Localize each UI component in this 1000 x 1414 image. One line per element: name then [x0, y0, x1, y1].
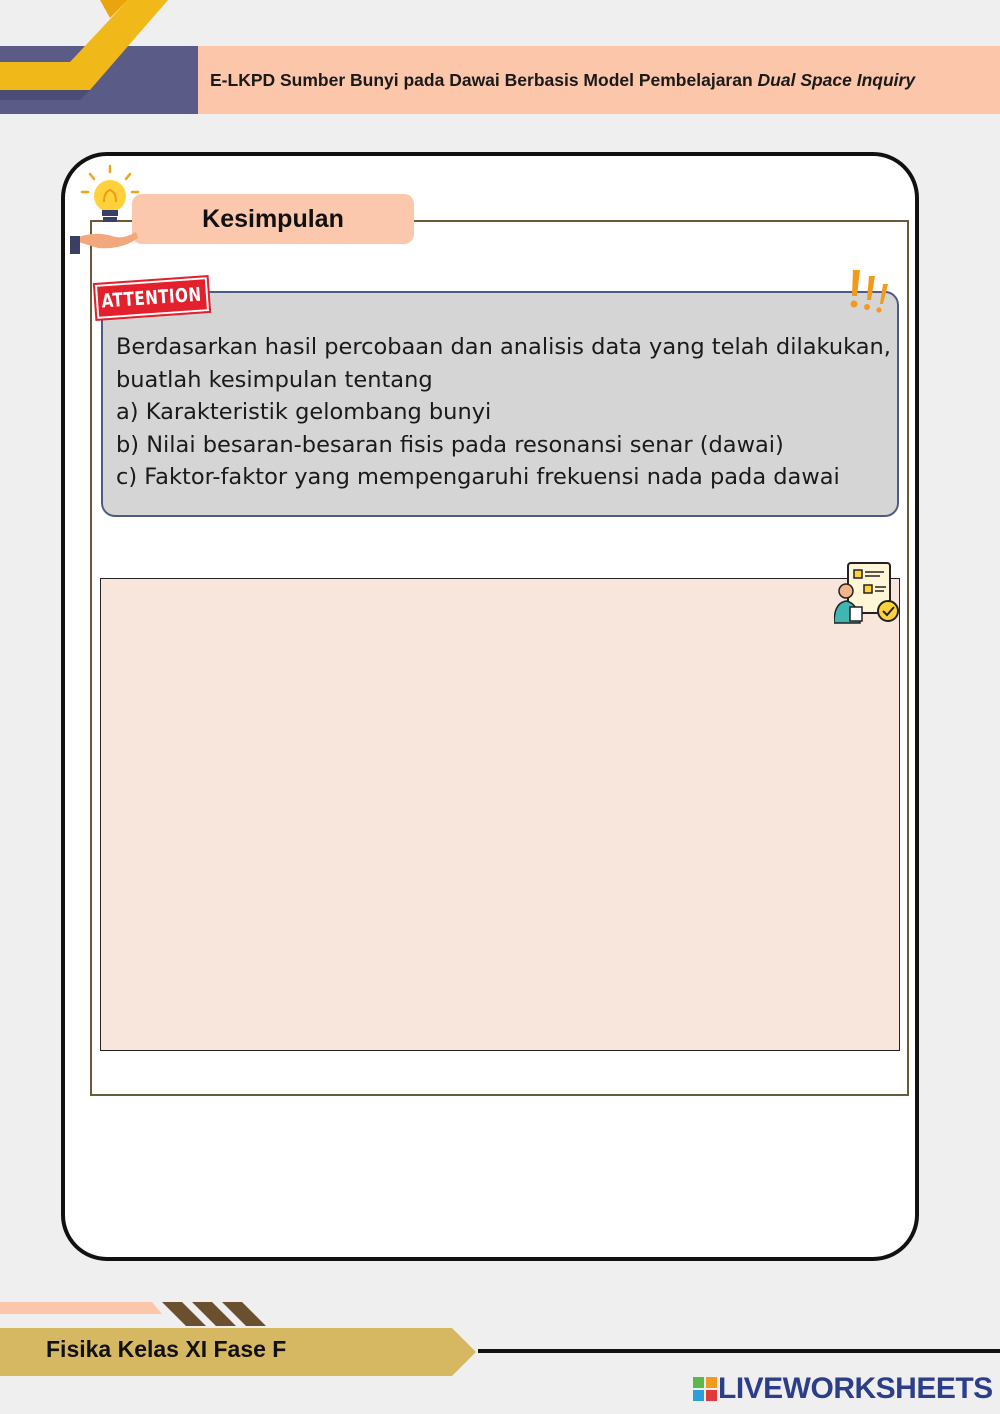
attention-line: c) Faktor-faktor yang mempengaruhi frekuensi nada pada dawai [116, 464, 840, 491]
exclamation-icon [845, 264, 895, 316]
attention-line: a) Karakteristik gelombang bunyi [116, 399, 492, 426]
liveworksheets-brand: LIVEWORKSHEETS [718, 1372, 993, 1405]
attention-line: Berdasarkan hasil percobaan dan analisis data yang telah dilakukan, [116, 334, 891, 360]
header-band [198, 46, 1000, 114]
conclusion-answer-field[interactable] [100, 578, 900, 1051]
liveworksheets-logo[interactable] [692, 1372, 993, 1406]
footer-divider [478, 1349, 1000, 1353]
section-title-pill [132, 194, 414, 244]
attention-stamp: ATTENTION [95, 277, 209, 319]
checklist-person-icon [834, 561, 900, 627]
liveworksheets-grid-icon [692, 1376, 718, 1402]
header-title: E-LKPD Sumber Bunyi pada Dawai Berbasis Model Pembelajaran Dual Space Inquiry [210, 69, 916, 90]
attention-line: b) Nilai besaran-besaran fisis pada resonansi senar (dawai) [116, 431, 784, 458]
attention-text [116, 331, 891, 494]
footer-label: Fisika Kelas XI Fase F [46, 1336, 287, 1362]
section-title: Kesimpulan [202, 204, 344, 233]
attention-line: buatlah kesimpulan tentang [116, 366, 433, 393]
header-decoration [0, 0, 205, 115]
lightbulb-hand-icon [68, 162, 142, 258]
